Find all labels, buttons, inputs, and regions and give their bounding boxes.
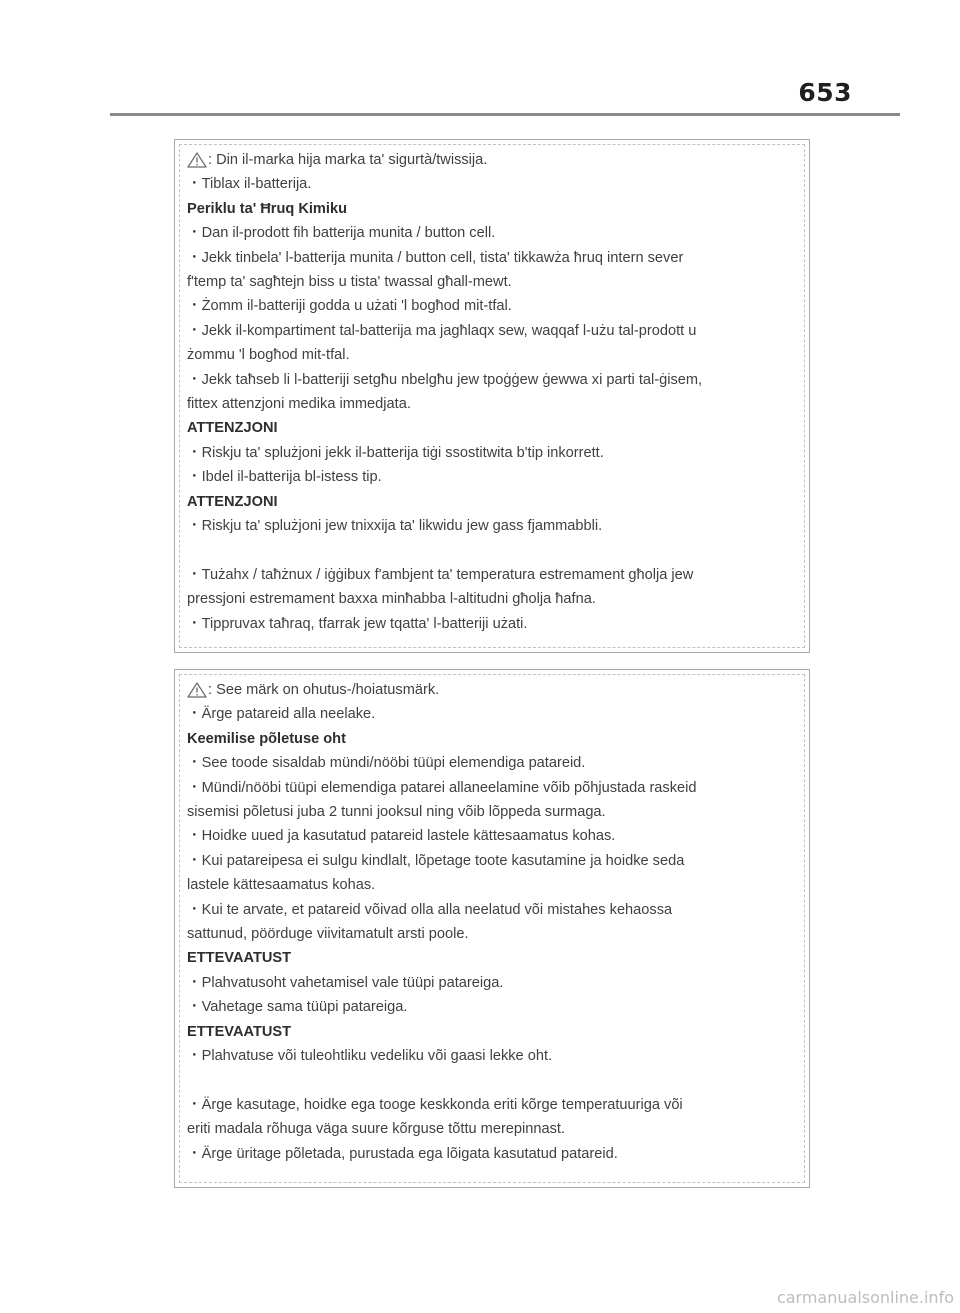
body-line: f'temp ta' sagħtejn biss u tista' twassal għall-mewt.	[187, 274, 512, 291]
blank-line	[187, 539, 803, 563]
warning-intro-text: : Din il-marka hija marka ta' sigurtà/twissija.	[208, 152, 488, 168]
body-line: ・Ärge patareid alla neelake.	[187, 706, 376, 723]
body-line: ・Riskju ta' splużjoni jew tnixxija ta' likwidu jew gass fjammabbli.	[187, 518, 603, 535]
body-line: ・Jekk il-kompartiment tal-batterija ma jagħlaqx sew, waqqaf l-użu tal-prodott u	[187, 322, 697, 339]
warning-box-content	[175, 670, 809, 1166]
warning-lines	[187, 702, 803, 1166]
body-line: ・Ärge kasutage, hoidke ega tooge keskkonda eriti kõrge temperatuuriga või	[187, 1096, 683, 1113]
body-line: ・Mündi/nööbi tüüpi elemendiga patarei allaneelamine võib põhjustada raskeid	[187, 779, 697, 796]
body-line: ・Kui patareipesa ei sulgu kindlalt, lõpetage toote kasutamine ja hoidke seda	[187, 852, 685, 869]
header-rule	[110, 113, 900, 116]
section-heading: Keemilise põletuse oht	[187, 730, 346, 747]
blank-line	[187, 1069, 803, 1093]
warning-intro-text: : See märk on ohutus-/hoiatusmärk.	[208, 682, 440, 698]
body-line: sattunud, pöörduge viivitamatult arsti poole.	[187, 926, 469, 943]
body-line: lastele kättesaamatus kohas.	[187, 877, 376, 894]
body-line: ・Ärge üritage põletada, purustada ega lõigata kasutatud patareid.	[187, 1145, 618, 1162]
body-line: ・Jekk tinbela' l-batterija munita / button cell, tista' tikkawża ħruq intern sever	[187, 249, 684, 266]
body-line: ・Ibdel il-batterija bl-istess tip.	[187, 469, 382, 486]
body-line: ・Plahvatusoht vahetamisel vale tüüpi patareiga.	[187, 974, 504, 991]
body-line: ・Dan il-prodott fih batterija munita / button cell.	[187, 225, 496, 242]
warning-box-content	[175, 140, 809, 636]
body-line: ・Jekk taħseb li l-batteriji setgħu nbelgħu jew tpoġġew ġewwa xi parti tal-ġisem,	[187, 371, 703, 388]
warning-intro-line	[187, 148, 803, 172]
warning-lines	[187, 172, 803, 636]
body-line: sisemisi põletusi juba 2 tunni jooksul ning võib lõppeda surmaga.	[187, 804, 606, 821]
section-heading: Periklu ta' Ħruq Kimiku	[187, 200, 347, 217]
body-line: ・Riskju ta' splużjoni jekk il-batterija tiġi ssostitwita b'tip inkorrett.	[187, 444, 604, 461]
warning-box-estonian	[174, 669, 810, 1188]
body-line: ・Tiblax il-batterija.	[187, 176, 312, 193]
body-line: ・Vahetage sama tüüpi patareiga.	[187, 999, 408, 1016]
warning-triangle-icon	[187, 682, 207, 698]
warning-triangle-icon	[187, 152, 207, 168]
footer-watermark: carmanualsonline.info	[776, 1288, 954, 1307]
section-heading: ETTEVAATUST	[187, 1023, 292, 1040]
body-line: ・Kui te arvate, et patareid võivad olla alla neelatud või mistahes kehaossa	[187, 901, 673, 918]
body-line: pressjoni estremament baxxa minħabba l-altitudni għolja ħafna.	[187, 591, 596, 608]
body-line: żommu 'l bogħod mit-tfal.	[187, 347, 350, 364]
body-line: ・See toode sisaldab mündi/nööbi tüüpi elemendiga patareid.	[187, 755, 586, 772]
body-line: ・Tużahx / taħżnux / iġġibux f'ambjent ta' temperatura estremament għolja jew	[187, 566, 694, 583]
body-line: ・Hoidke uued ja kasutatud patareid lastele kättesaamatus kohas.	[187, 828, 616, 845]
body-line: ・Plahvatuse või tuleohtliku vedeliku või gaasi lekke oht.	[187, 1048, 553, 1065]
body-line: ・Tippruvax taħraq, tfarrak jew tqatta' l-batteriji użati.	[187, 615, 528, 632]
warning-intro-line	[187, 678, 803, 702]
body-line: ・Żomm il-batteriji godda u użati 'l bogħod mit-tfal.	[187, 298, 512, 315]
body-line: eriti madala rõhuga väga suure kõrguse tõttu merepinnast.	[187, 1121, 566, 1138]
body-line: fittex attenzjoni medika immedjata.	[187, 396, 411, 413]
warning-box-maltese	[174, 139, 810, 653]
section-heading: ETTEVAATUST	[187, 950, 292, 967]
page-number: 653	[798, 78, 852, 107]
section-heading: ATTENZJONI	[187, 493, 278, 510]
section-heading: ATTENZJONI	[187, 420, 278, 437]
